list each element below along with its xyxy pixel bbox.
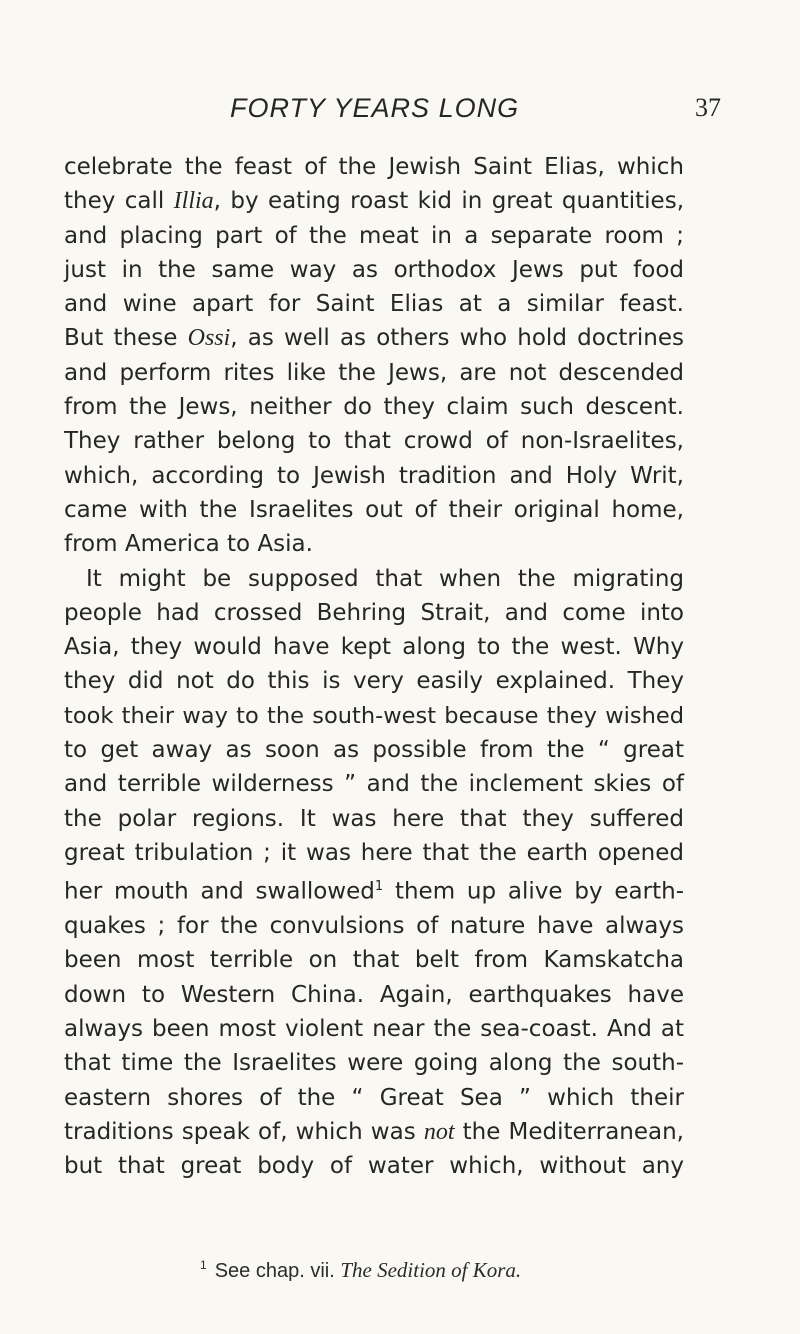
text-line: always been most violent near the sea-coast. And at xyxy=(64,1016,684,1043)
text-line: just in the same way as orthodox Jews put food xyxy=(64,256,684,283)
text-line: but that great body of water which, without any xyxy=(64,1153,684,1180)
text-line: great tribulation ; it was here that the earth opened xyxy=(64,839,684,866)
page-number: 37 xyxy=(695,93,721,122)
text-line: took their way to the south-west because they wished xyxy=(64,702,684,729)
running-title: FORTY YEARS LONG xyxy=(230,93,520,123)
text-line: from the Jews, neither do they claim such descent. xyxy=(64,394,684,421)
footnote-text: See chap. vii. xyxy=(214,1260,335,1282)
text-line: and wine apart for Saint Elias at a similar feast. xyxy=(64,291,684,318)
text-line: the polar regions. It was here that they suffered xyxy=(64,805,684,832)
italic-word: not xyxy=(423,1118,455,1145)
text-line: people had crossed Behring Strait, and come into xyxy=(64,599,684,626)
text-line: Asia, they would have kept along to the west. Why xyxy=(64,634,684,661)
text-line: and placing part of the meat in a separate room ; xyxy=(64,222,684,249)
text-line: and terrible wilderness ” and the inclement skies of xyxy=(64,771,684,798)
page-header xyxy=(0,93,800,133)
text-line: and perform rites like the Jews, are not descended xyxy=(64,359,684,386)
text-line: they did not do this is very easily explained. They xyxy=(64,668,684,695)
footnote-reference: 1 xyxy=(374,879,384,895)
text-line: they call Illia, by eating roast kid in great quantities, xyxy=(64,188,684,215)
text-line: But these Ossi, as well as others who hold doctrines xyxy=(64,325,684,352)
text-line: down to Western China. Again, earthquakes have xyxy=(64,981,684,1008)
text-line: celebrate the feast of the Jewish Saint Elias, which xyxy=(64,154,684,180)
footnote xyxy=(200,1258,521,1283)
text-line: to get away as soon as possible from the “ great xyxy=(64,737,684,764)
text-line: came with the Israelites out of their original home, xyxy=(64,496,684,523)
text-line: It might be supposed that when the migrating xyxy=(86,565,684,592)
text-line: traditions speak of, which was not the Mediterranean, xyxy=(64,1118,684,1145)
footnote-title: The Sedition of Kora. xyxy=(340,1258,522,1282)
footnote-mark: 1 xyxy=(200,1258,207,1273)
text-line: They rather belong to that crowd of non-Israelites, xyxy=(64,428,684,455)
text-line: been most terrible on that belt from Kamskatcha xyxy=(64,947,684,974)
text-line: eastern shores of the “ Great Sea ” which their xyxy=(64,1084,684,1111)
text-line: that time the Israelites were going along the south- xyxy=(64,1050,684,1077)
body-text xyxy=(64,150,684,1184)
italic-word: Illia xyxy=(173,188,214,215)
italic-word: Ossi xyxy=(187,325,231,352)
text-line: from America to Asia. xyxy=(64,531,313,558)
text-line: quakes ; for the convulsions of nature have always xyxy=(64,913,684,940)
text-line: her mouth and swallowed$^1$ them up alive by earth- xyxy=(64,878,684,905)
text-line: which, according to Jewish tradition and Holy Writ, xyxy=(64,462,684,489)
